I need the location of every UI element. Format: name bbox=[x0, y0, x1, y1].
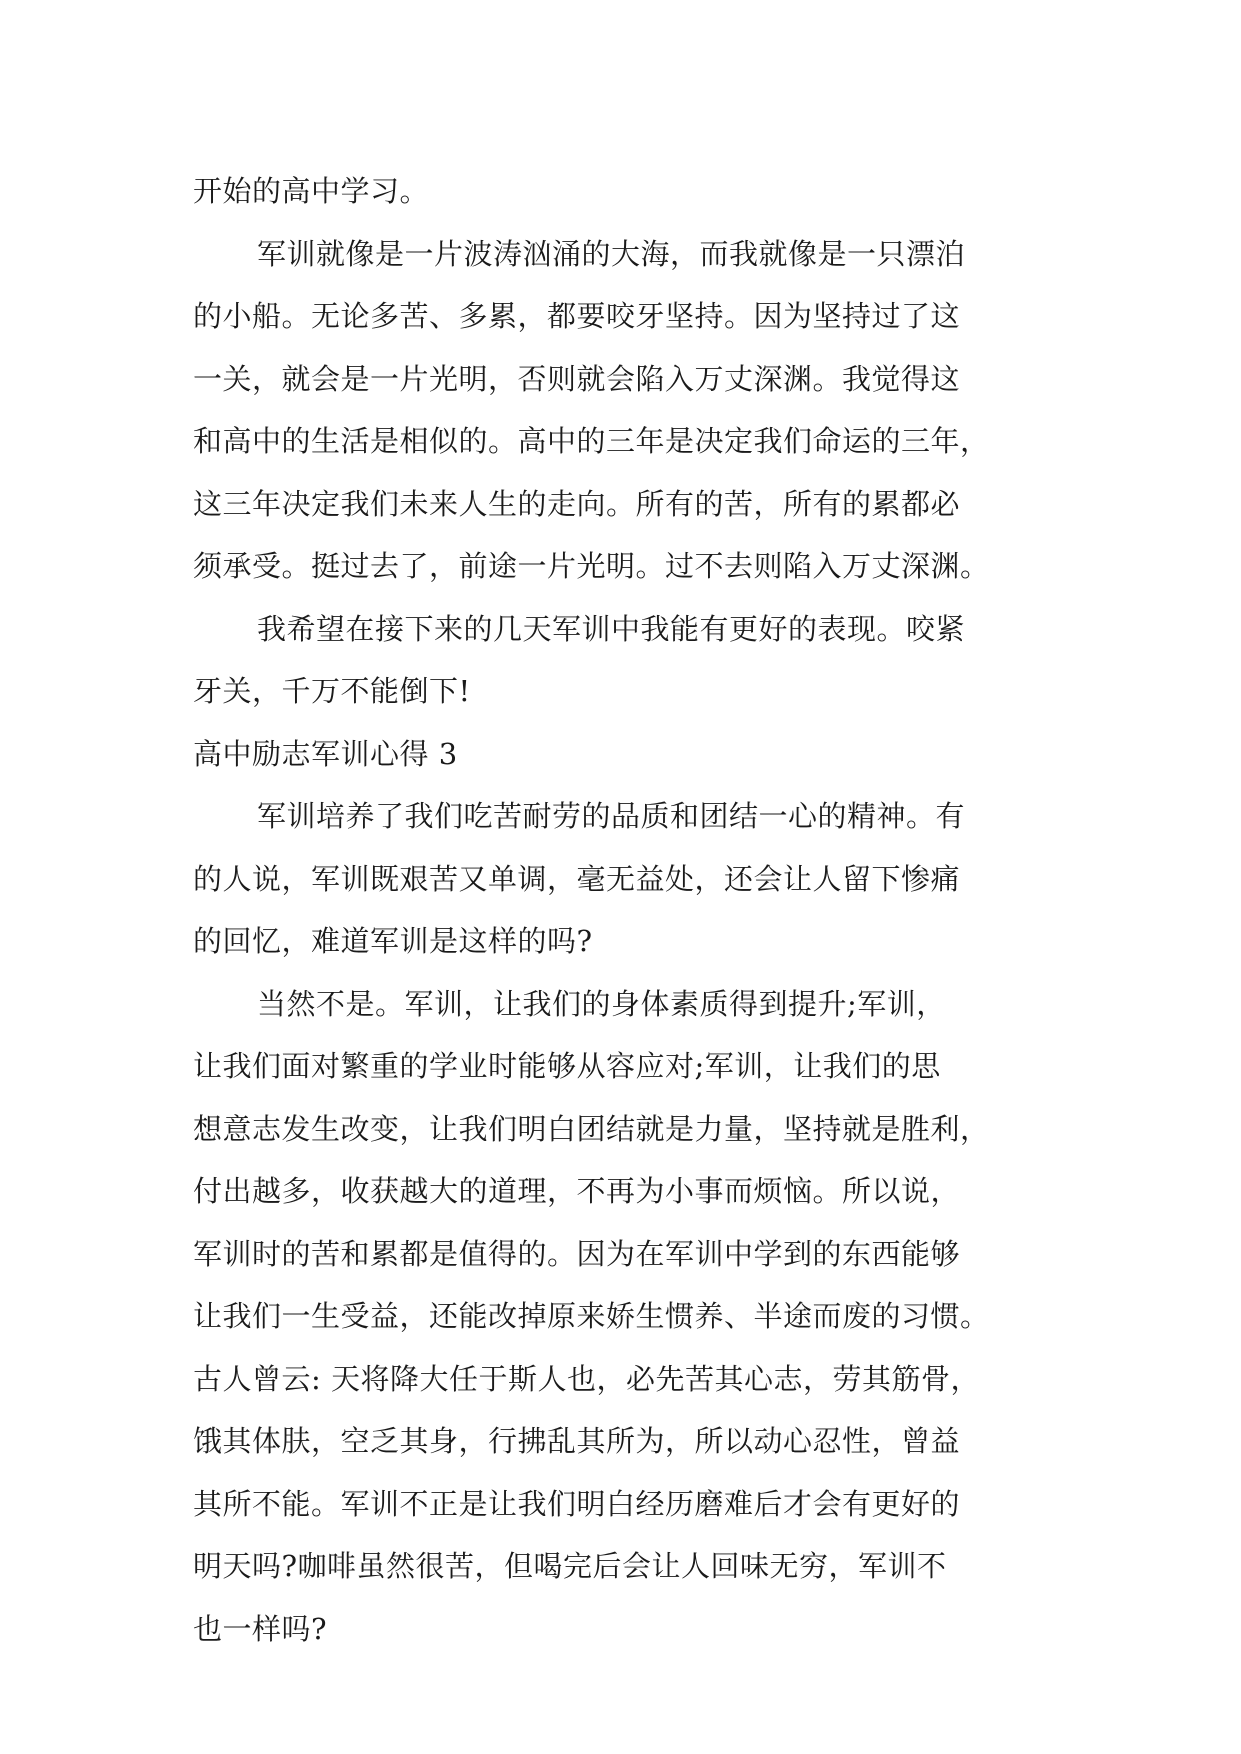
text-line: 让我们面对繁重的学业时能够从容应对;军训，让我们的思 bbox=[193, 1049, 941, 1083]
document-body bbox=[193, 160, 1053, 1660]
paragraph-start: 当然不是。军训，让我们的身体素质得到提升;军训， bbox=[257, 986, 946, 1021]
paragraph-start: 我希望在接下来的几天军训中我能有更好的表现。咬紧 bbox=[257, 611, 966, 646]
text-line: 古人曾云: 天将降大任于斯人也，必先苦其心志，劳其筋骨， bbox=[193, 1361, 980, 1396]
text-line: 也一样吗? bbox=[193, 1611, 328, 1646]
text-line: 一关，就会是一片光明，否则就会陷入万丈深渊。我觉得这 bbox=[193, 361, 961, 396]
paragraph-start: 军训培养了我们吃苦耐劳的品质和团结一心的精神。有 bbox=[257, 799, 966, 833]
text-line: 其所不能。军训不正是让我们明白经历磨难后才会有更好的 bbox=[193, 1486, 961, 1521]
text-line: 付出越多，收获越大的道理，不再为小事而烦恼。所以说， bbox=[193, 1174, 961, 1208]
text-line: 的小船。无论多苦、多累，都要咬牙坚持。因为坚持过了这 bbox=[193, 299, 961, 333]
text-line: 须承受。挺过去了，前途一片光明。过不去则陷入万丈深渊。 bbox=[193, 549, 990, 583]
section-heading: 高中励志军训心得 3 bbox=[193, 736, 458, 771]
text-line: 军训时的苦和累都是值得的。因为在军训中学到的东西能够 bbox=[193, 1236, 961, 1271]
text-line: 的人说，军训既艰苦又单调，毫无益处，还会让人留下惨痛 bbox=[193, 861, 961, 896]
text-line: 这三年决定我们未来人生的走向。所有的苦，所有的累都必 bbox=[193, 486, 961, 521]
text-line: 饿其体肤，空乏其身，行拂乱其所为，所以动心忍性，曾益 bbox=[193, 1424, 961, 1458]
paragraph-start: 军训就像是一片波涛汹涌的大海，而我就像是一只漂泊 bbox=[257, 236, 966, 271]
text-line: 和高中的生活是相似的。高中的三年是决定我们命运的三年， bbox=[193, 424, 990, 458]
text-line: 开始的高中学习。 bbox=[193, 174, 430, 208]
text-line: 想意志发生改变，让我们明白团结就是力量，坚持就是胜利， bbox=[193, 1111, 990, 1146]
text-line: 牙关，千万不能倒下! bbox=[193, 674, 471, 708]
text-line: 让我们一生受益，还能改掉原来娇生惯养、半途而废的习惯。 bbox=[193, 1299, 990, 1333]
text-line: 的回忆，难道军训是这样的吗? bbox=[193, 924, 593, 958]
text-line: 明天吗?咖啡虽然很苦，但喝完后会让人回味无穷，军训不 bbox=[193, 1549, 947, 1583]
